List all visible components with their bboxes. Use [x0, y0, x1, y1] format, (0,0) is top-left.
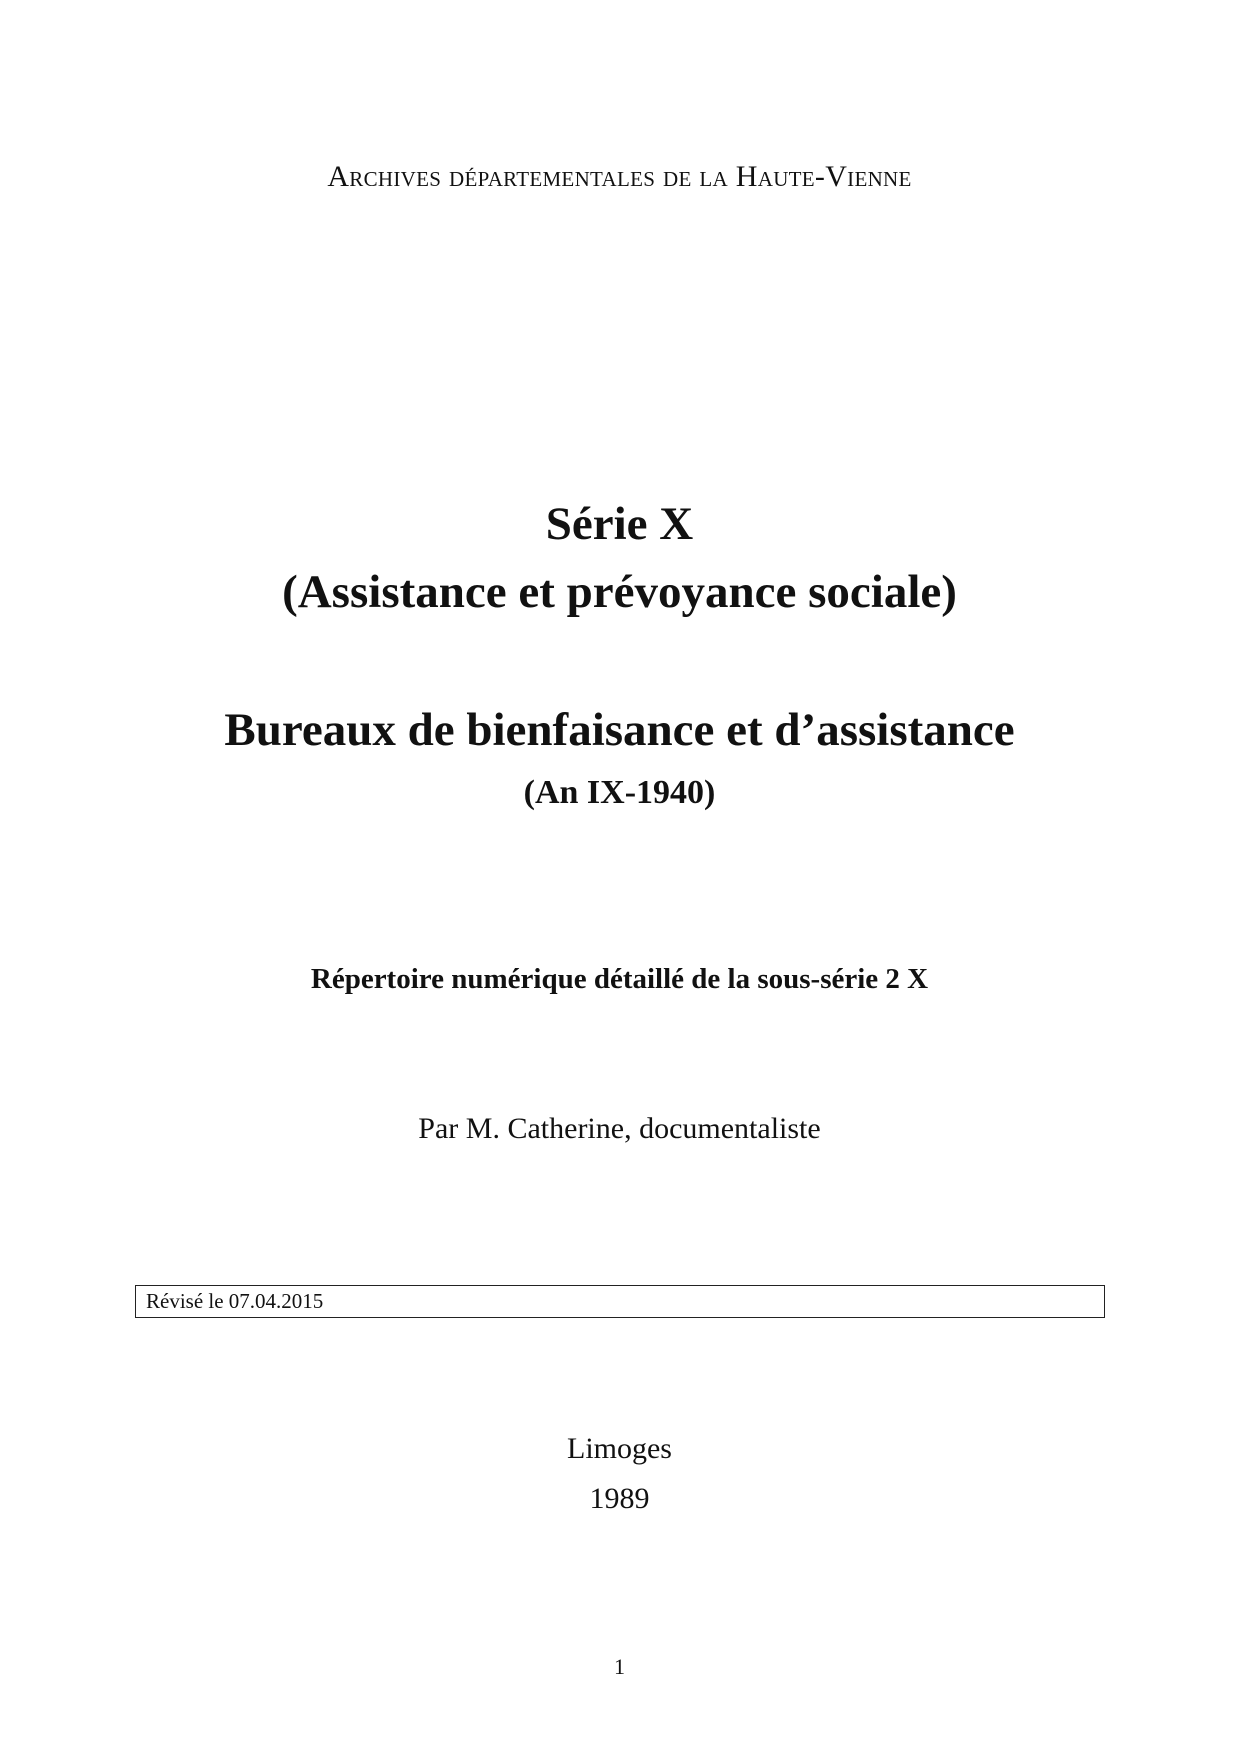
date-range: (An IX-1940) — [523, 774, 716, 811]
series-subtitle: (Assistance et prévoyance sociale) — [282, 566, 957, 618]
publication-year: 1989 — [589, 1482, 650, 1515]
institution-header: Archives départementales de la Haute-Vienne — [327, 160, 912, 193]
repertoire-subtitle: Répertoire numérique détaillé de la sous-série 2 X — [310, 963, 929, 995]
revision-box: Révisé le 07.04.2015 — [135, 1285, 1105, 1318]
author-line: Par M. Catherine, documentaliste — [418, 1112, 821, 1145]
page-number: 1 — [614, 1654, 625, 1679]
series-title: Série X — [545, 498, 694, 550]
publication-place: Limoges — [567, 1432, 672, 1465]
document-title: Bureaux de bienfaisance et d’assistance — [224, 704, 1015, 756]
